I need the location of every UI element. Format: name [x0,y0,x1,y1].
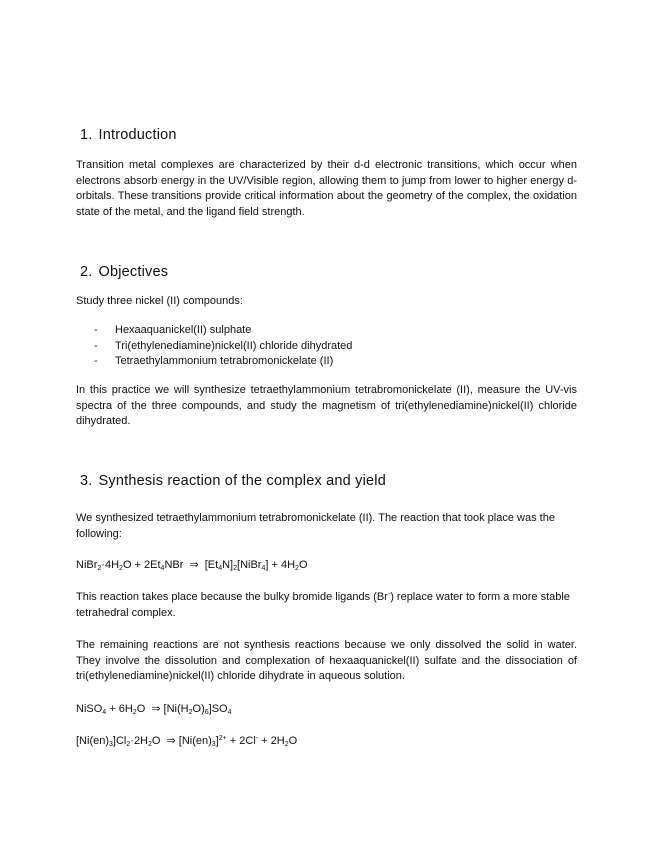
bullet-dash: - [94,324,98,336]
section-number: 1. [80,127,93,143]
dissolution-equation: NiSO$_4$ + $6H_2O$ ⇒ $[Ni(H_2O)_6]SO_4$ [76,703,232,716]
section-number: 3. [80,473,93,489]
section-heading-synthesis [80,473,386,489]
reaction-arrow-icon: ⇒ [151,703,161,715]
compounds-list [94,323,352,370]
synthesis-paragraph-2: This reaction takes place because the bulky bromide ligands (Br-) replace water to form a more stable tetrahedral complex. [76,591,570,619]
reaction-arrow-icon: ⇒ [189,559,199,571]
dissociation-equation: $[Ni(en)_3]Cl_2\cdot 2H_2O$ ⇒ $[Ni(en)_3]^{2+} + 2Cl^- + 2H_2O$ [76,735,298,748]
section-heading-objectives [80,264,168,280]
synthesis-equation: $NiBr_2\cdot 4H_2O + 2Et_4NBr$ ⇒ $[Et_4N]_2[NiBr_4] + 4H_2O$ [76,559,308,572]
bullet-dash: - [94,339,98,352]
section-title: Introduction [98,127,177,143]
synthesis-paragraph-3: The remaining reactions are not synthesis reactions because we only dissolved the solid in water. They involve the dissolution and complexation of hexaaquanickel(II) sulfate and the dissociation of tri(ethylenediamine)nickel(II) chloride dihydrate in aqueous solution. [76,639,577,683]
list-item-text: Tri(ethylenediamine)nickel(II) chloride dihydrated [115,339,353,352]
list-item-text: Hexaaquanickel(II) sulphate [115,324,252,336]
section-title: Objectives [98,264,169,280]
section-title: Synthesis reaction of the complex and yield [98,473,386,489]
list-item-text: Tetraethylammonium tetrabromonickelate (II) [115,355,334,368]
introduction-paragraph: Transition metal complexes are characterized by their d-d electronic transitions, which occur when electrons absorb energy in the UV/Visible region, allowing them to jump from lower to higher energy d-orbitals. These transitions provide critical information about the geometry of the complex, the oxidation state of the metal, and the ligand field strength. [76,159,577,218]
list-item [94,354,352,370]
reaction-arrow-icon: ⇒ [166,735,176,747]
objectives-lead: Study three nickel (II) compounds: [76,295,243,307]
synthesis-paragraph-1: We synthesized tetraethylammonium tetrabromonickelate (II). The reaction that took place was the following: [76,512,555,540]
list-item [94,323,352,339]
list-item [94,339,352,355]
objectives-paragraph: In this practice we will synthesize tetraethylammonium tetrabromonickelate (II), measure the UV-vis spectra of the three compounds, and study the magnetism of tri(ethylenediamine)nickel(II) chloride dihydrated. [76,384,577,428]
section-heading-introduction [80,127,177,143]
bullet-dash: - [94,355,98,368]
section-number: 2. [80,264,93,280]
